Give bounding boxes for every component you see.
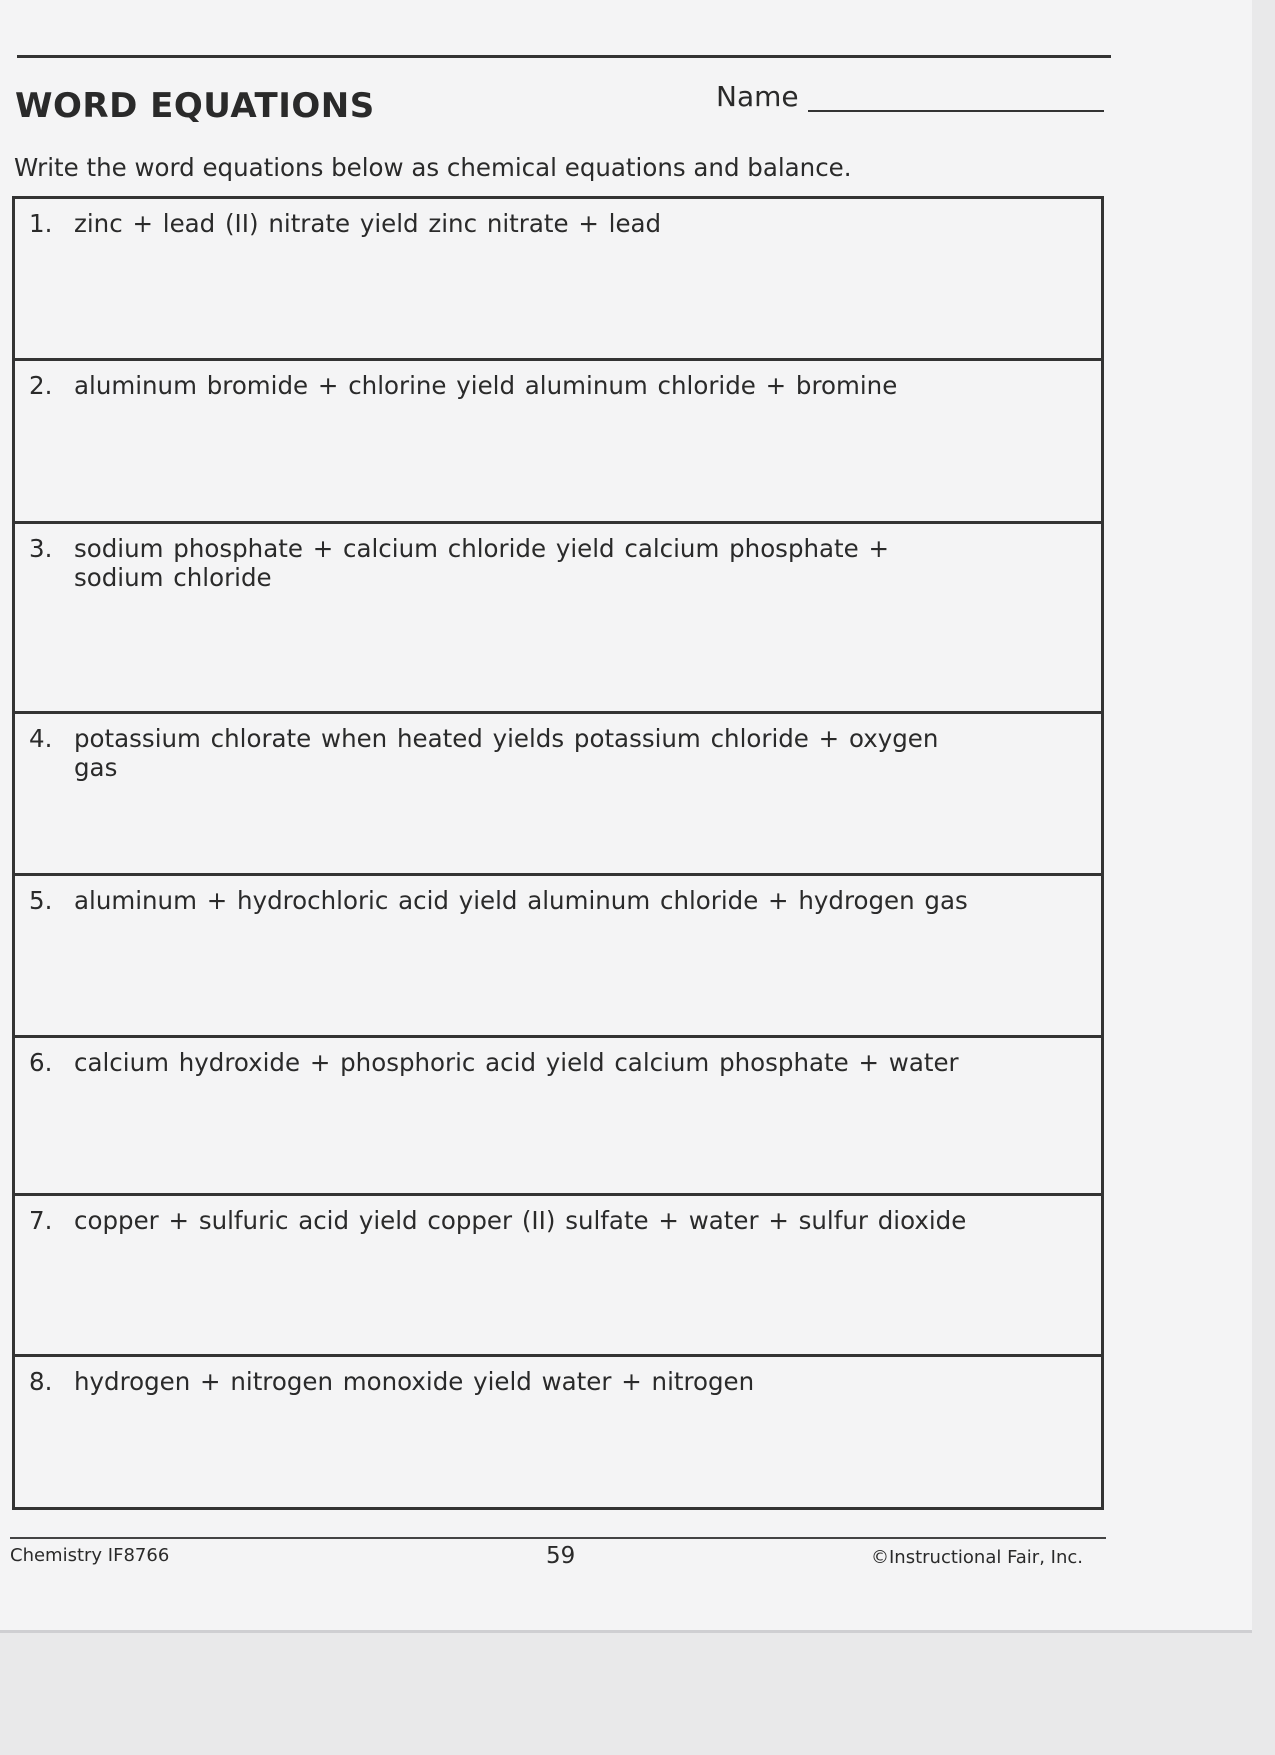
item-number: 7. <box>29 1206 53 1235</box>
equation-row-1[interactable] <box>15 199 1101 358</box>
footer-book-code: Chemistry IF8766 <box>10 1545 170 1566</box>
item-number: 6. <box>29 1048 53 1077</box>
equation-row-5[interactable] <box>15 873 1101 1035</box>
footer-copyright: ©Instructional Fair, Inc. <box>870 1547 1083 1568</box>
equation-row-2[interactable] <box>15 358 1101 521</box>
item-number: 1. <box>29 209 53 238</box>
footer-rule <box>10 1537 1106 1539</box>
item-number: 8. <box>29 1367 53 1396</box>
equation-row-4[interactable] <box>15 711 1101 873</box>
name-field-line[interactable] <box>808 110 1104 112</box>
paper-edge <box>0 1630 1252 1633</box>
item-text: zinc + lead (II) nitrate yield zinc nitrate + lead <box>74 209 662 238</box>
page-title: WORD EQUATIONS <box>15 86 375 126</box>
item-number: 3. <box>29 534 53 563</box>
item-text: hydrogen + nitrogen monoxide yield water + nitrogen <box>74 1367 755 1396</box>
item-text: aluminum + hydrochloric acid yield aluminum chloride + hydrogen gas <box>74 886 968 915</box>
equation-row-7[interactable] <box>15 1193 1101 1354</box>
item-number: 5. <box>29 886 53 915</box>
item-text: calcium hydroxide + phosphoric acid yield calcium phosphate + water <box>74 1048 959 1077</box>
equation-row-3[interactable] <box>15 521 1101 711</box>
equations-box <box>12 196 1104 1510</box>
equation-row-8[interactable] <box>15 1354 1101 1507</box>
item-number: 4. <box>29 724 53 753</box>
item-text: sodium phosphate + calcium chloride yield calcium phosphate + sodium chloride <box>74 534 890 592</box>
item-text: copper + sulfuric acid yield copper (II) sulfate + water + sulfur dioxide <box>74 1206 967 1235</box>
item-text: potassium chlorate when heated yields potassium chloride + oxygen gas <box>74 724 939 782</box>
name-label: Name <box>716 80 799 113</box>
item-text: aluminum bromide + chlorine yield aluminum chloride + bromine <box>74 371 898 400</box>
top-rule <box>17 55 1111 58</box>
footer-page-number: 59 <box>546 1543 576 1569</box>
equation-row-6[interactable] <box>15 1035 1101 1193</box>
item-number: 2. <box>29 371 53 400</box>
instructions: Write the word equations below as chemical equations and balance. <box>14 153 852 182</box>
